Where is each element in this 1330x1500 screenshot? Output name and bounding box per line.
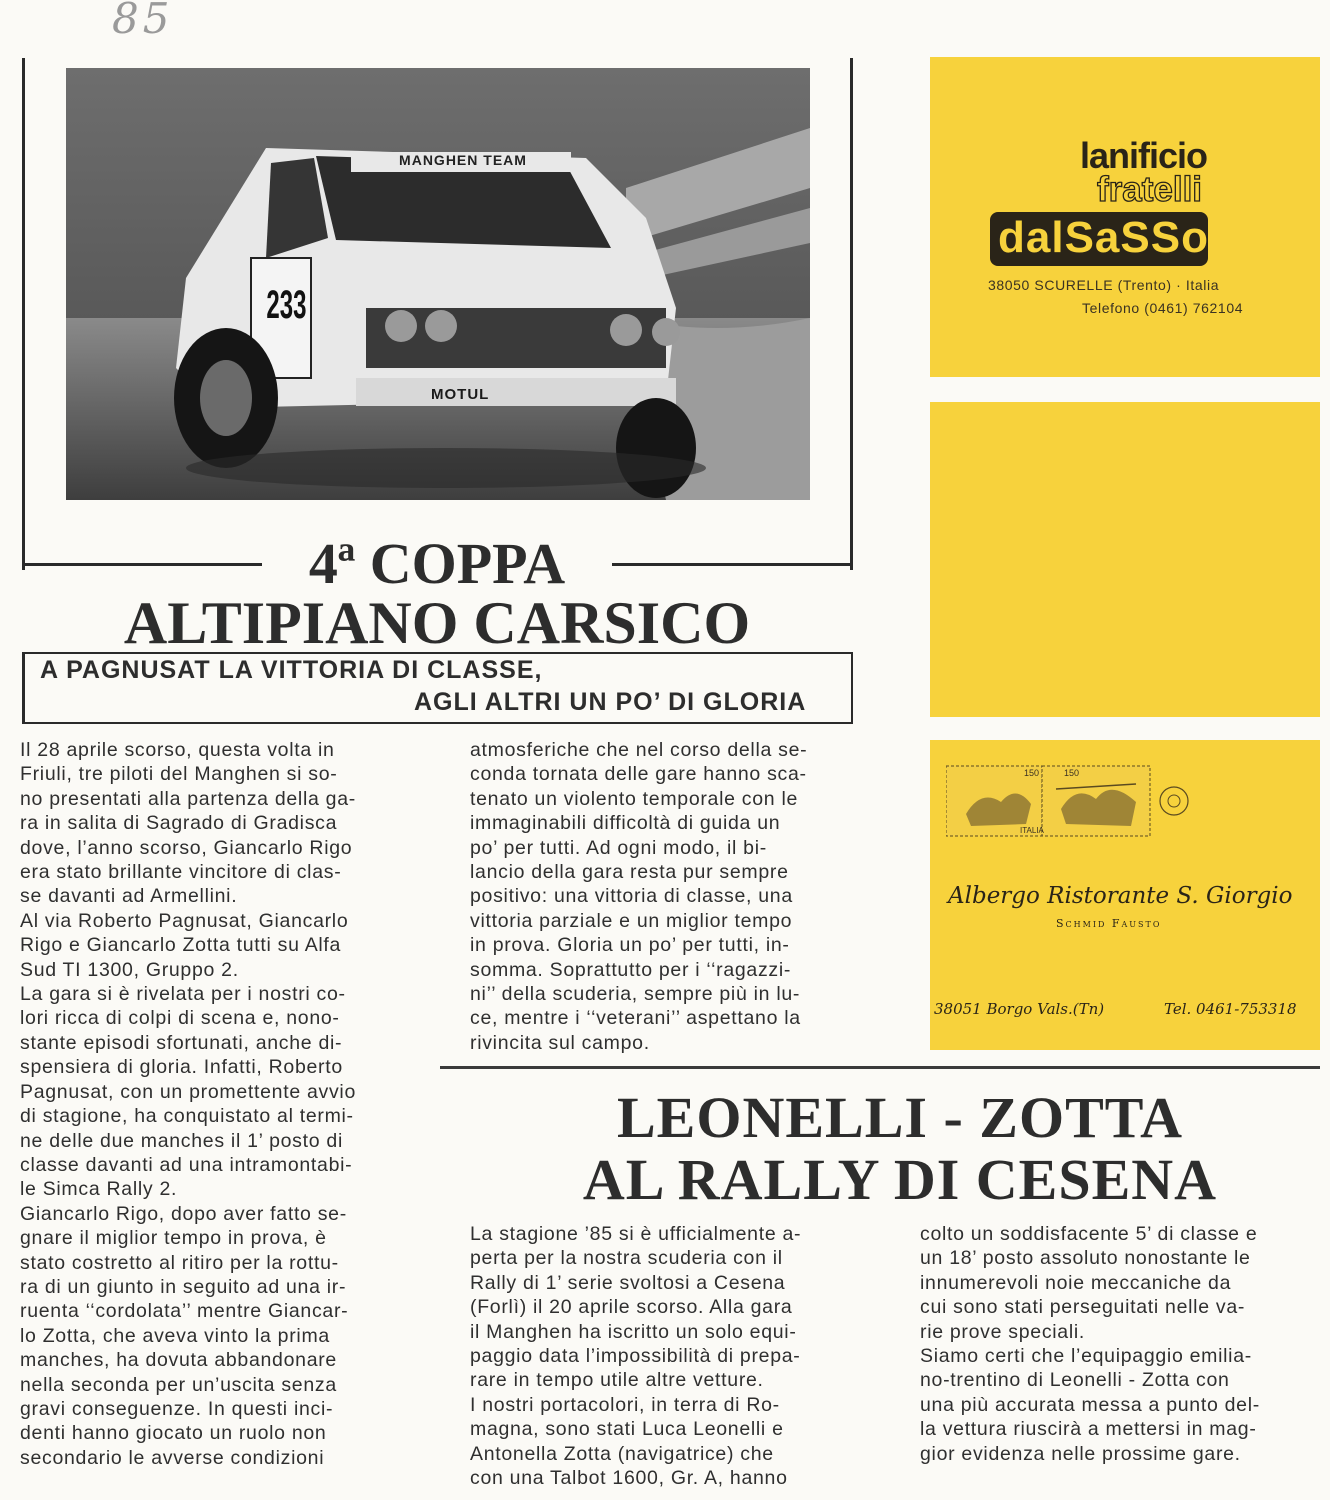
article1-column2 — [470, 738, 860, 1055]
stamp-country: ITALIA — [1020, 826, 1044, 835]
text-line: se davanti ad Armellini. — [20, 885, 238, 908]
text-line: I nostri portacolori, in terra di Ro- — [470, 1393, 780, 1416]
text-line: immaginabili difficoltà di guida un — [470, 812, 781, 835]
text-line: Il 28 aprile scorso, questa volta in — [20, 739, 335, 761]
text-line: lancio della gara resta pur sempre — [470, 861, 789, 884]
text-line: era stato brillante vincitore di clas- — [20, 861, 342, 884]
text-line: rivincita sul campo. — [470, 1031, 650, 1054]
text-line: gnare il miglior tempo in prova, è — [20, 1227, 327, 1250]
hotel-address: 38051 Borgo Vals.(Tn) — [934, 1000, 1105, 1018]
text-line: innumerevoli noie meccaniche da — [920, 1271, 1232, 1294]
frame-right-rule — [850, 58, 853, 570]
text-line: un 18’ posto assoluto nonostante le — [920, 1247, 1251, 1270]
text-line: lori ricca di colpi di scena e, nono- — [20, 1007, 340, 1030]
article2-title-line2: AL RALLY DI CESENA — [582, 1147, 1218, 1212]
text-line: Sud TI 1300, Gruppo 2. — [20, 958, 239, 981]
text-line: ruenta ‘‘cordolata’’ mentre Giancar- — [20, 1300, 349, 1323]
text-line: no presentati alla partenza della ga- — [20, 787, 356, 810]
text-line: classe davanti ad una intramontabi- — [20, 1153, 353, 1176]
blank-yellow-panel — [930, 402, 1320, 717]
text-line: positivo: una vittoria di classe, una — [470, 885, 793, 908]
frame-left-rule — [22, 58, 25, 570]
text-line: gravi conseguenze. In questi inci- — [20, 1397, 334, 1420]
stamp-value-2: 150 — [1064, 768, 1080, 778]
text-line: Al via Roberto Pagnusat, Giancarlo — [20, 909, 349, 932]
text-line: vittoria parziale e un miglior tempo — [470, 909, 793, 932]
text-line: ce, mentre i ‘‘veterani’’ aspettano la — [470, 1007, 801, 1030]
car-number: 233 — [266, 283, 307, 327]
text-line: La stagione ’85 si è ufficialmente a- — [470, 1223, 802, 1245]
text-line: spensiera di gloria. Infatti, Roberto — [20, 1056, 343, 1079]
car-sponsor-text: MOTUL — [431, 386, 490, 403]
text-line: tenato un violento temporale con le — [470, 787, 799, 810]
article2-separator-rule — [440, 1066, 1320, 1069]
text-line: la vettura riuscirà a mettersi in mag- — [920, 1418, 1257, 1441]
text-line: con una Talbot 1600, Gr. A, hanno — [470, 1467, 788, 1490]
text-line: ni’’ della scuderia, sempre più in lu- — [470, 983, 801, 1006]
hotel-owner: Schmid Fausto — [1056, 917, 1162, 930]
text-line: perta per la nostra scuderia con il — [470, 1247, 783, 1270]
text-line: il Manghen ha iscritto un solo equi- — [470, 1320, 797, 1343]
text-line: po’ per tutti. Ad ogni modo, il bi- — [470, 836, 767, 859]
text-line: paggio data l’impossibilità di prepa- — [470, 1345, 801, 1368]
text-line: stante episodi sfortunati, anche di- — [20, 1031, 343, 1054]
lanificio-phone: Telefono (0461) 762104 — [1082, 300, 1244, 316]
text-line: rie prove speciali. — [920, 1320, 1086, 1343]
text-line: conda tornata delle gare hanno sca- — [470, 763, 807, 786]
text-line: dove, l’anno scorso, Giancarlo Rigo — [20, 836, 353, 859]
text-line: Friuli, tre piloti del Manghen si so- — [20, 763, 338, 786]
text-line: manches, ha dovuta abbandonare — [20, 1349, 337, 1372]
text-line: una più accurata messa a punto del- — [920, 1393, 1260, 1416]
text-line: atmosferiche che nel corso della se- — [470, 739, 808, 761]
text-line: di stagione, ha conquistato al termi- — [20, 1105, 354, 1128]
handwritten-page-number: 85 — [112, 0, 174, 43]
text-line: stato costretto al ritiro per la rottu- — [20, 1251, 339, 1274]
car-banner-text: MANGHEN TEAM — [399, 152, 527, 168]
text-line: La gara si è rivelata per i nostri co- — [20, 983, 346, 1006]
text-line: (Forlì) il 20 aprile scorso. Alla gara — [470, 1296, 793, 1319]
lanificio-line1: lanificio — [1080, 135, 1208, 176]
text-line: ra di un giunto in seguito ad una ir- — [20, 1275, 347, 1298]
text-line: denti hanno giocato un ruolo non — [20, 1422, 327, 1445]
hotel-phone: Tel. 0461-753318 — [1164, 1000, 1297, 1018]
lanificio-address: 38050 SCURELLE (Trento) · Italia — [988, 277, 1220, 293]
article2-title-line1: LEONELLI - ZOTTA — [616, 1085, 1184, 1150]
text-line: in prova. Gloria un po’ per tutti, in- — [470, 934, 790, 957]
text-line: le Simca Rally 2. — [20, 1178, 178, 1201]
article1-column1 — [20, 738, 410, 1470]
text-line: Pagnusat, con un promettente avvio — [20, 1080, 356, 1103]
article1-title-line1: 4ª COPPA — [308, 531, 566, 596]
text-line: Rally di 1’ serie svoltosi a Cesena — [470, 1271, 786, 1294]
article2-column1 — [470, 1222, 860, 1490]
text-line: rare in tempo utile altre vetture. — [470, 1369, 764, 1392]
text-line: lo Zotta, che aveva vinto la prima — [20, 1324, 330, 1347]
text-line: ra in salita di Sagrado di Gradisca — [20, 812, 338, 835]
article1-subtitle-line1: A PAGNUSAT LA VITTORIA DI CLASSE, — [40, 656, 543, 684]
dalsasso-logo: dalSaSSo — [998, 213, 1209, 262]
hotel-name: Albergo Ristorante S. Giorgio — [948, 883, 1293, 909]
text-line: Giancarlo Rigo, dopo aver fatto se- — [20, 1202, 347, 1225]
text-line: nella seconda per un’uscita senza — [20, 1373, 337, 1396]
text-line: somma. Soprattutto per i ‘‘ragazzi- — [470, 958, 792, 981]
text-line: no-trentino di Leonelli - Zotta con — [920, 1369, 1230, 1392]
text-line: magna, sono stati Luca Leonelli e — [470, 1418, 784, 1441]
rally-car-illustration — [66, 68, 810, 500]
text-line: cui sono stati perseguitati nelle va- — [920, 1296, 1246, 1319]
postage-stamps-illustration — [946, 764, 1191, 840]
text-line: ne delle due manches il 1’ posto di — [20, 1129, 343, 1152]
lanificio-line2: fratelli — [1097, 170, 1203, 209]
text-line: Rigo e Giancarlo Zotta tutti su Alfa — [20, 934, 342, 957]
stamp-value-1: 150 — [1024, 768, 1040, 778]
text-line: Siamo certi che l’equipaggio emilia- — [920, 1345, 1252, 1368]
article1-subtitle-line2: AGLI ALTRI UN PO’ DI GLORIA — [414, 688, 807, 716]
text-line: gior evidenza nelle prossime gare. — [920, 1442, 1241, 1465]
text-line: Antonella Zotta (navigatrice) che — [470, 1442, 774, 1465]
rally-car-photo — [66, 68, 810, 500]
text-line: secondario le avverse condizioni — [20, 1446, 325, 1469]
text-line: colto un soddisfacente 5’ di classe e — [920, 1223, 1258, 1245]
article1-title-line2: ALTIPIANO CARSICO — [123, 590, 751, 656]
article2-column2 — [920, 1222, 1310, 1466]
